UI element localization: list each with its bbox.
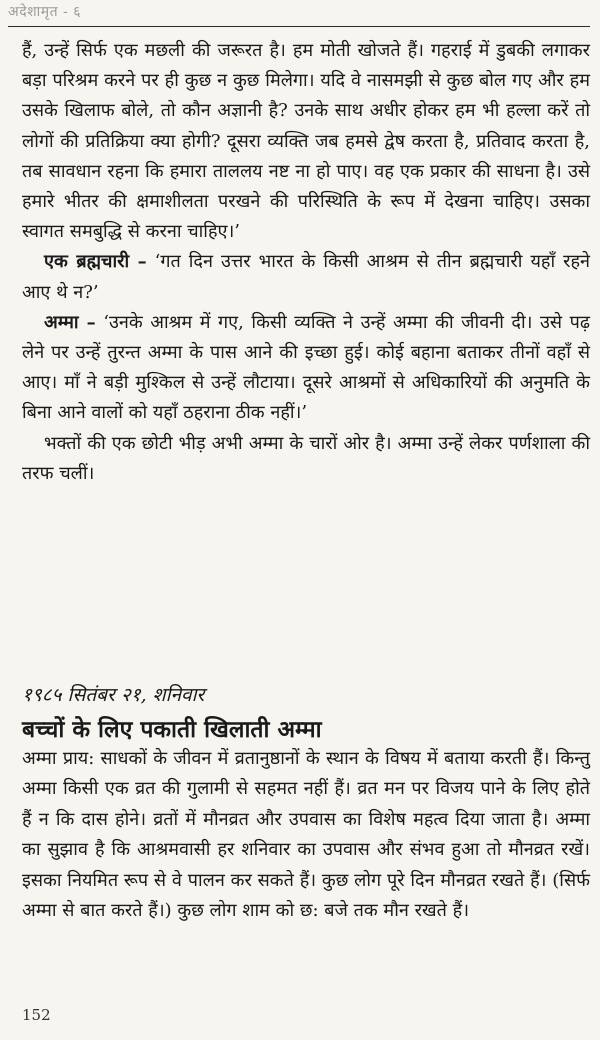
paragraph-continued	[22, 36, 590, 247]
running-head: अदेशामृत - ६	[8, 4, 82, 20]
paragraph-text: ‘गत दिन उत्तर भारत के किसी आश्रम से तीन ब्रह्मचारी यहाँ रहने आए थे न?’	[22, 251, 591, 303]
section-heading: बच्चों के लिए पकाती खिलाती अम्मा	[22, 716, 322, 743]
page-number: 152	[22, 1006, 51, 1024]
paragraph-amma	[22, 308, 590, 429]
paragraph-text: भक्तों की एक छोटी भीड़ अभी अम्मा के चारों ओर है। अम्मा उन्हें लेकर पर्णशाला की तरफ चलीं।	[22, 432, 590, 484]
header-rule	[8, 26, 590, 27]
paragraph-section: अम्मा प्राय: साधकों के जीवन में व्रतानुष्ठानों के स्थान के विषय में बताया करती हैं। किन्तु अम्मा किसी एक व्रत की गुलामी से सहमत नहीं हैं। व्रत मन पर विजय पाने के लिए होते हैं न कि दास होने। व्रतों में मौनव्रत और उपवास का विशेष महत्व दिया जाता है। अम्मा का सुझाव है कि आश्रमवासी हर शनिवार का उपवास और संभव हुआ तो मौनव्रत रखें। इसका नियमित रूप से वे पालन कर सकते हैं। कुछ लोग पूरे दिन मौनव्रत रखते हैं। (सिर्फ अम्मा से बात करते हैं।) कुछ लोग शाम को छ: बजे तक मौन रखते हैं।	[22, 748, 590, 922]
speaker-label: एक ब्रह्मचारी –	[44, 251, 147, 273]
paragraph-devotees	[22, 429, 590, 489]
section-body	[22, 744, 590, 926]
date-line: १९८५ सितंबर २१, शनिवार	[22, 684, 205, 706]
paragraph-text: हैं, उन्हें सिर्फ एक मछली की जरूरत है। हम मोती खोजते हैं। गहराई में डुबकी लगाकर बड़ा परिश्रम करने पर ही कुछ न कुछ मिलेगा। यदि वे नासमझी से कुछ बोल गए और हम उसके खिलाफ बोले, तो कौन अज्ञानी है? उनके साथ अधीर होकर हम भी हल्ला करें तो लोगों की प्रतिक्रिया क्या होगी? दूसरा व्यक्ति जब हमसे द्वेष करता है, प्रतिवाद करता है, तब सावधान रहना कि हमारा ताललय नष्ट ना हो पाए। वह एक प्रकार की साधना है। उसे हमारे भीतर की क्षमाशीलता परखने की परिस्थिति के रूप में देखना चाहिए। उसका स्वागत समबुद्धि से करना चाहिए।’	[22, 40, 590, 243]
paragraph-brahmachari	[22, 247, 590, 307]
paragraph-text: ‘उनके आश्रम में गए, किसी व्यक्ति ने उन्हें अम्मा की जीवनी दी। उसे पढ़ लेने पर उन्हें तुरन्त अम्मा के पास आने की इच्छा हुई। कोई बहाना बताकर तीनों वहाँ से आए। माँ ने बड़ी मुश्किल से उन्हें लौटाया। दूसरे आश्रमों से अधिकारियों की अनुमति के बिना आने वालों को यहाँ ठहराना ठीक नहीं।’	[22, 311, 590, 424]
speaker-label: अम्मा –	[44, 311, 96, 333]
dialogue-text	[22, 36, 590, 489]
